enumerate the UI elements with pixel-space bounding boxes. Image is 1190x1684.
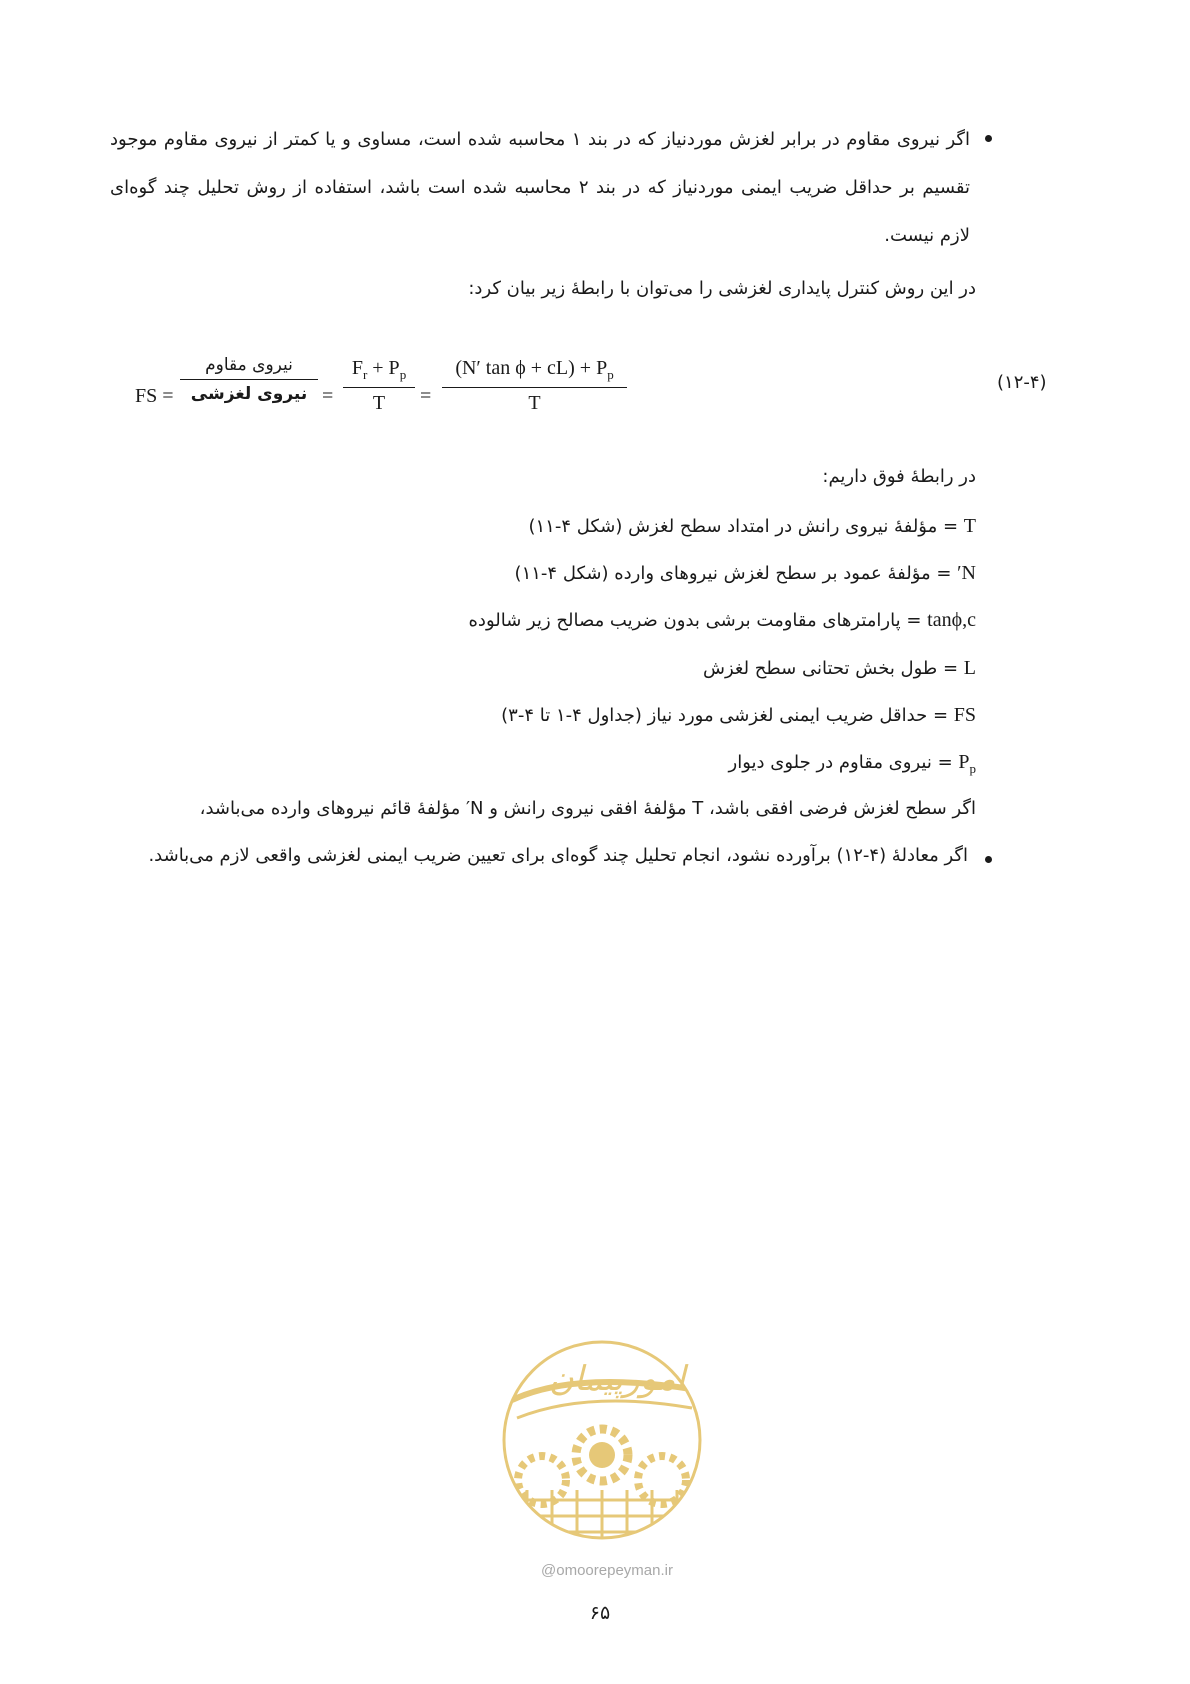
definition-text: مؤلفهٔ نیروی رانش در امتداد سطح لغزش (شکل ۴-۱۱): [528, 516, 938, 537]
equation-lhs: FS =: [135, 385, 174, 407]
definition-line: FS = حداقل ضریب ایمنی لغزشی مورد نیاز (جداول ۴-۱ تا ۴-۳): [501, 704, 976, 726]
definition-text: طول بخش تحتانی سطح لغزش: [702, 658, 938, 679]
definition-line: T = مؤلفهٔ نیروی رانش در امتداد سطح لغزش (شکل ۴-۱۱): [528, 515, 976, 537]
intro-text: در این روش کنترل پایداری لغزشی را می‌توان با رابطهٔ زیر بیان کرد:: [468, 278, 976, 299]
equation-number: (۱۲-۴): [997, 372, 1047, 393]
fraction-1-bar: [180, 379, 318, 380]
fraction-2-denominator: T: [372, 392, 386, 414]
definition-symbol: N′: [957, 562, 976, 584]
logo-lettering: امورپیمان: [548, 1359, 686, 1399]
definition-symbol: tanϕ,c: [927, 609, 976, 631]
horizontal-note: اگر سطح لغزش فرضی افقی باشد، T مؤلفهٔ افقی نیروی رانش و N′ مؤلفهٔ قائم نیروهای وارده می‌باشد،: [199, 798, 976, 819]
definition-line: L = طول بخش تحتانی سطح لغزش: [702, 657, 976, 679]
fraction-2-bar: [343, 387, 415, 388]
definition-symbol: L: [963, 657, 976, 679]
page-number: ۶۵: [589, 1602, 611, 1624]
bullet-paragraph-1: اگر نیروی مقاوم در برابر لغزش موردنیاز که در بند ۱ محاسبه شده است، مساوی و یا کمتر از نیروی مقاوم موجود تقسیم بر حداقل ضریب ایمنی موردنیاز که در بند ۲ محاسبه شده است باشد، استفاده از روش تحلیل چند گوه‌ای لازم نیست.: [110, 129, 971, 246]
bullet-marker: [985, 135, 992, 142]
definition-text: پارامترهای مقاومت برشی بدون ضریب مصالح زیر شالوده: [468, 610, 901, 631]
fraction-3-numerator: (N′ $\tan \phi + cL) + P_p$: [455, 357, 614, 382]
definition-symbol: FS: [953, 704, 976, 726]
definition-line: N′ = مؤلفهٔ عمود بر سطح لغزش نیروهای وارده (شکل ۴-۱۱): [514, 562, 976, 584]
definition-text: نیروی مقاوم در جلوی دیوار: [728, 752, 932, 773]
bullet-marker: [985, 856, 992, 863]
bullet-paragraph-2: اگر معادلهٔ (۴-۱۲) برآورده نشود، انجام تحلیل چند گوه‌ای برای تعیین ضریب ایمنی لغزشی واقعی لازم می‌باشد.: [148, 845, 968, 866]
equation-fraction-3: [442, 357, 627, 415]
definition-line: $P_p$ = نیروی مقاوم در جلوی دیوار: [728, 751, 976, 776]
fraction-1-numerator: نیروی مقاوم: [205, 355, 293, 375]
logo-emblem: [497, 1330, 707, 1560]
website-url: @omoorepeyman.ir: [541, 1562, 673, 1579]
equation-fraction-2: [343, 357, 415, 415]
definition-symbol: T: [963, 515, 976, 537]
fraction-3-denominator: T: [528, 392, 541, 414]
equation-equals-3: =: [420, 385, 432, 407]
definition-symbol: $P_p$: [958, 751, 976, 776]
fraction-2-numerator: $F_r + P_p$: [351, 357, 407, 382]
equation-fraction-1: [180, 355, 318, 404]
definition-text: حداقل ضریب ایمنی لغزشی مورد نیاز (جداول ۴-۱ تا ۴-۳): [501, 705, 928, 726]
fraction-1-denominator: نیروی لغزشی: [190, 384, 308, 404]
definition-text: مؤلفهٔ عمود بر سطح لغزش نیروهای وارده (شکل ۴-۱۱): [514, 563, 931, 584]
fraction-3-bar: [442, 387, 627, 388]
definition-line: tanϕ,c = پارامترهای مقاومت برشی بدون ضریب مصالح زیر شالوده: [468, 609, 976, 631]
equation-equals-2: =: [322, 385, 334, 407]
where-heading: در رابطهٔ فوق داریم:: [822, 466, 976, 487]
